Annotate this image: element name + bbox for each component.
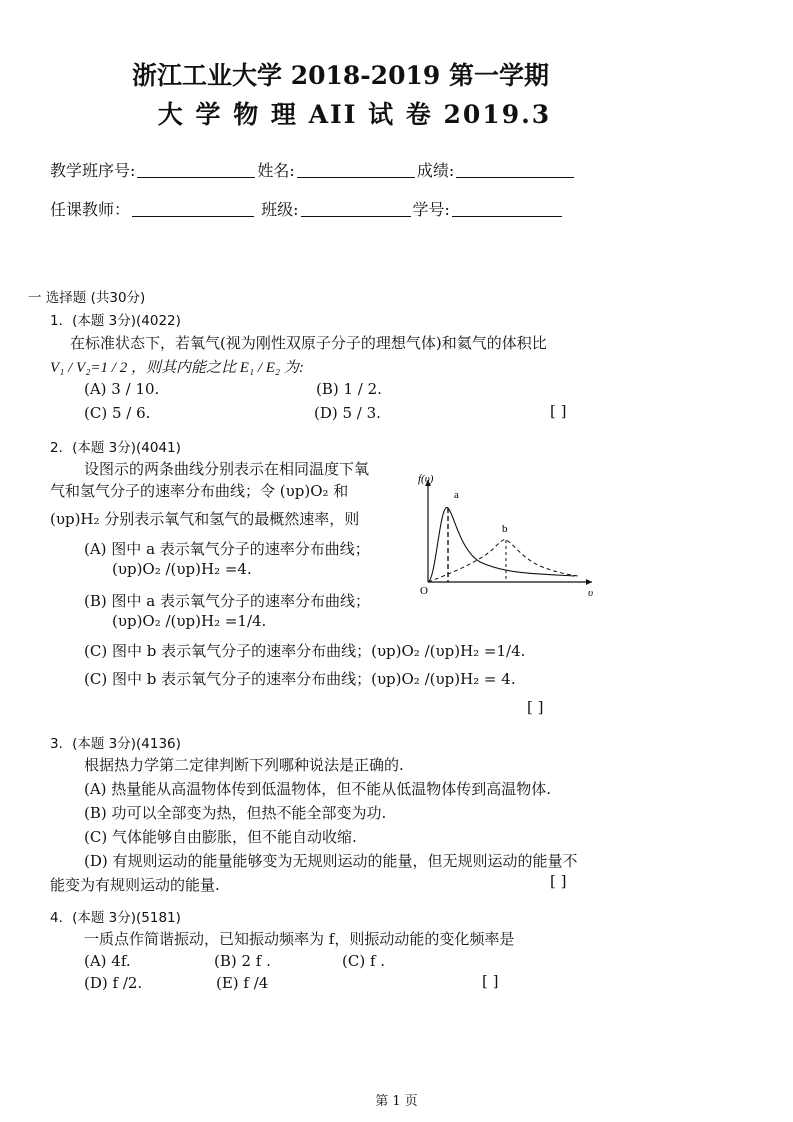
q3-option-d-line1: (D) 有规则运动的能量能够变为无规则运动的能量，但无规则运动的能量不 [84,852,578,870]
class-label: 班级: [261,200,299,219]
class-number-label: 教学班序号: [50,161,136,180]
q4-option-e: (E) f /4 [216,974,269,992]
q3-option-d-line2: 能变为有规则运动的能量. [50,876,220,894]
q2-answer-bracket[interactable]: [ ] [527,698,544,716]
q2-option-a-line1: (A) 图中 a 表示氧气分子的速率分布曲线； [84,540,370,558]
q3-header: 3．(本题 3分)(4136) [50,736,181,752]
q2-header: 2．(本题 3分)(4041) [50,440,181,456]
curve-a-label: a [454,489,459,501]
q1-option-c: (C) 5 / 6. [84,404,151,422]
q4-header: 4．(本题 3分)(5181) [50,910,181,926]
score-field[interactable] [456,161,574,178]
q3-answer-bracket[interactable]: [ ] [550,872,567,890]
name-label: 姓名: [257,161,295,180]
q1-stem-line2: V₁ / V₂=1 / 2 ，则其内能之比 E₁ / E₂ 为: [50,360,304,376]
x-axis-arrow [586,579,592,585]
q2-stem-line2: 气和氢气分子的速率分布曲线；令 (υp)O₂ 和 [50,482,349,500]
q3-option-c: (C) 气体能够自由膨胀，但不能自动收缩. [84,828,357,846]
info-row-1 [50,158,576,181]
q1-option-b: (B) 1 / 2. [316,380,382,398]
student-id-label: 学号: [412,200,450,219]
q3-option-b: (B) 功可以全部变为热，但热不能全部变为功. [84,804,387,822]
teacher-label: 任课教师： [50,200,131,219]
x-axis-label: υ [588,587,594,599]
exam-title-line2: 大 学 物 理 AII 试 卷 2019.3 [157,100,552,129]
q4-answer-bracket[interactable]: [ ] [482,972,499,990]
q1-answer-bracket[interactable]: [ ] [550,402,567,420]
q4-option-d: (D) f /2. [84,974,143,992]
q3-stem: 根据热力学第二定律判断下列哪种说法是正确的. [84,756,404,774]
score-label: 成绩: [416,161,455,180]
origin-label: O [420,585,428,597]
q2-stem-line3: (υp)H₂ 分别表示氧气和氢气的最概然速率，则 [50,510,360,528]
curve-b [428,539,578,582]
exam-title-line1: 浙江工业大学 2018-2019 第一学期 [132,61,549,90]
q2-option-a-line2: (υp)O₂ /(υp)H₂ =4. [112,560,252,578]
page-number: 第 1 页 [375,1094,418,1109]
student-id-field[interactable] [452,200,562,217]
q2-option-d: (C) 图中 b 表示氧气分子的速率分布曲线；(υp)O₂ /(υp)H₂ = 4. [84,670,516,688]
q1-option-d: (D) 5 / 3. [314,404,381,422]
speed-distribution-figure [410,470,600,600]
info-row-2 [50,197,564,220]
curve-a [428,507,575,582]
q3-option-a: (A) 热量能从高温物体传到低温物体，但不能从低温物体传到高温物体. [84,780,552,798]
q4-option-b: (B) 2 f . [214,952,271,970]
name-field[interactable] [297,161,415,178]
teacher-field[interactable] [132,200,254,217]
q1-header: 1．(本题 3分)(4022) [50,313,181,329]
q2-option-b-line2: (υp)O₂ /(υp)H₂ =1/4. [112,612,267,630]
section-title: 一 选择题 (共30分) [28,290,146,306]
q4-option-a: (A) 4f. [84,952,131,970]
y-axis-label: f(υ) [418,473,434,485]
class-field[interactable] [301,200,411,217]
q1-stem-line1: 在标准状态下，若氧气(视为刚性双原子分子的理想气体)和氦气的体积比 [70,334,547,352]
q4-option-c: (C) f . [342,952,386,970]
q4-stem: 一质点作简谐振动，已知振动频率为 f，则振动动能的变化频率是 [84,930,515,948]
q2-option-b-line1: (B) 图中 a 表示氧气分子的速率分布曲线； [84,592,370,610]
q2-stem-line1: 设图示的两条曲线分别表示在相同温度下氧 [84,460,370,478]
class-number-field[interactable] [137,161,255,178]
q2-option-c: (C) 图中 b 表示氧气分子的速率分布曲线；(υp)O₂ /(υp)H₂ =1/4. [84,642,526,660]
curve-b-label: b [502,523,508,535]
q1-option-a: (A) 3 / 10. [84,380,160,398]
